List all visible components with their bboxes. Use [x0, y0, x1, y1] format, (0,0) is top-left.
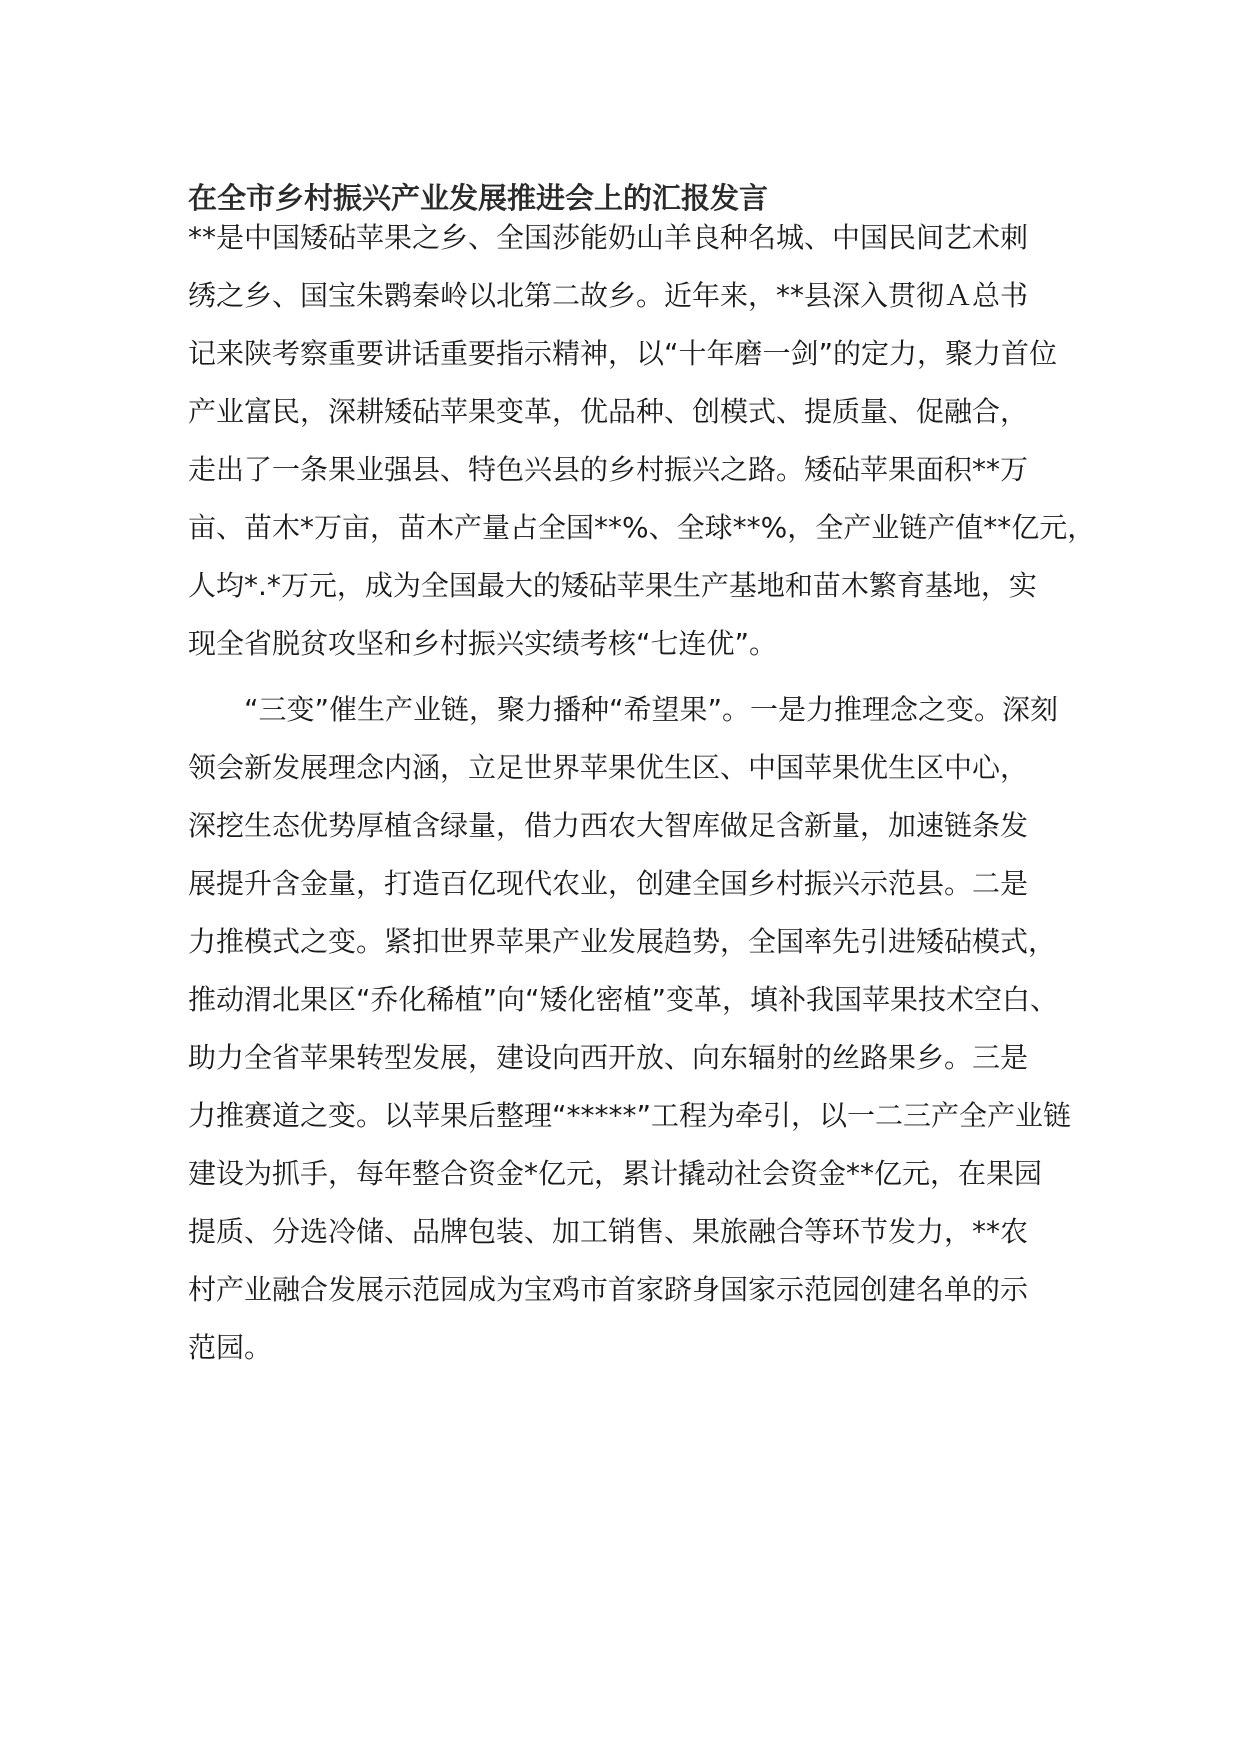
paragraph-line: 人均*.*万元，成为全国最大的矮砧苹果生产基地和苗木繁育基地，实: [188, 569, 1037, 602]
paragraph-line: 力推赛道之变。以苹果后整理“*****”工程为牵引，以一二三产全产业链: [188, 1099, 1072, 1132]
paragraph-line: 村产业融合发展示范园成为宝鸡市首家跻身国家示范园创建名单的示: [188, 1273, 1029, 1306]
paragraph-line: “三变”催生产业链，聚力播种“希望果”。一是力推理念之变。深刻: [244, 693, 1059, 726]
paragraph-line: 产业富民，深耕矮砧苹果变革，优品种、创模式、提质量、促融合，: [188, 395, 1029, 428]
paragraph-line: 记来陕考察重要讲话重要指示精神，以“十年磨一剑”的定力，聚力首位: [188, 337, 1058, 370]
paragraph-line: 范园。: [188, 1331, 273, 1364]
paragraph-line: 领会新发展理念内涵，立足世界苹果优生区、中国苹果优生区中心，: [188, 751, 1029, 784]
paragraph-line: 深挖生态优势厚植含绿量，借力西农大智库做足含新量，加速链条发: [188, 809, 1029, 842]
paragraph-line: 力推模式之变。紧扣世界苹果产业发展趋势，全国率先引进矮砧模式，: [188, 925, 1057, 958]
paragraph-line: 绣之乡、国宝朱鹮秦岭以北第二故乡。近年来，**县深入贯彻Ａ总书: [188, 279, 1029, 312]
document-title: 在全市乡村振兴产业发展推进会上的汇报发言: [188, 181, 769, 215]
paragraph-line: 现全省脱贫攻坚和乡村振兴实绩考核“七连优”。: [188, 627, 778, 660]
paragraph-line: 建设为抓手，每年整合资金*亿元，累计撬动社会资金**亿元，在果园: [188, 1157, 1043, 1190]
paragraph-line: 助力全省苹果转型发展，建设向西开放、向东辐射的丝路果乡。三是: [188, 1041, 1029, 1074]
paragraph-line: **是中国矮砧苹果之乡、全国莎能奶山羊良种名城、中国民间艺术刺: [188, 221, 1029, 254]
paragraph-line: 走出了一条果业强县、特色兴县的乡村振兴之路。矮砧苹果面积**万: [188, 453, 1029, 486]
paragraph-line: 提质、分选冷储、品牌包装、加工销售、果旅融合等环节发力，**农: [188, 1215, 1029, 1248]
paragraph-line: 展提升含金量，打造百亿现代农业，创建全国乡村振兴示范县。二是: [188, 867, 1029, 900]
paragraph-line: 亩、苗木*万亩，苗木产量占全国**%、全球**%，全产业链产值**亿元，: [188, 511, 1096, 544]
paragraph-line: 推动渭北果区“乔化稀植”向“矮化密植”变革，填补我国苹果技术空白、: [188, 983, 1059, 1016]
